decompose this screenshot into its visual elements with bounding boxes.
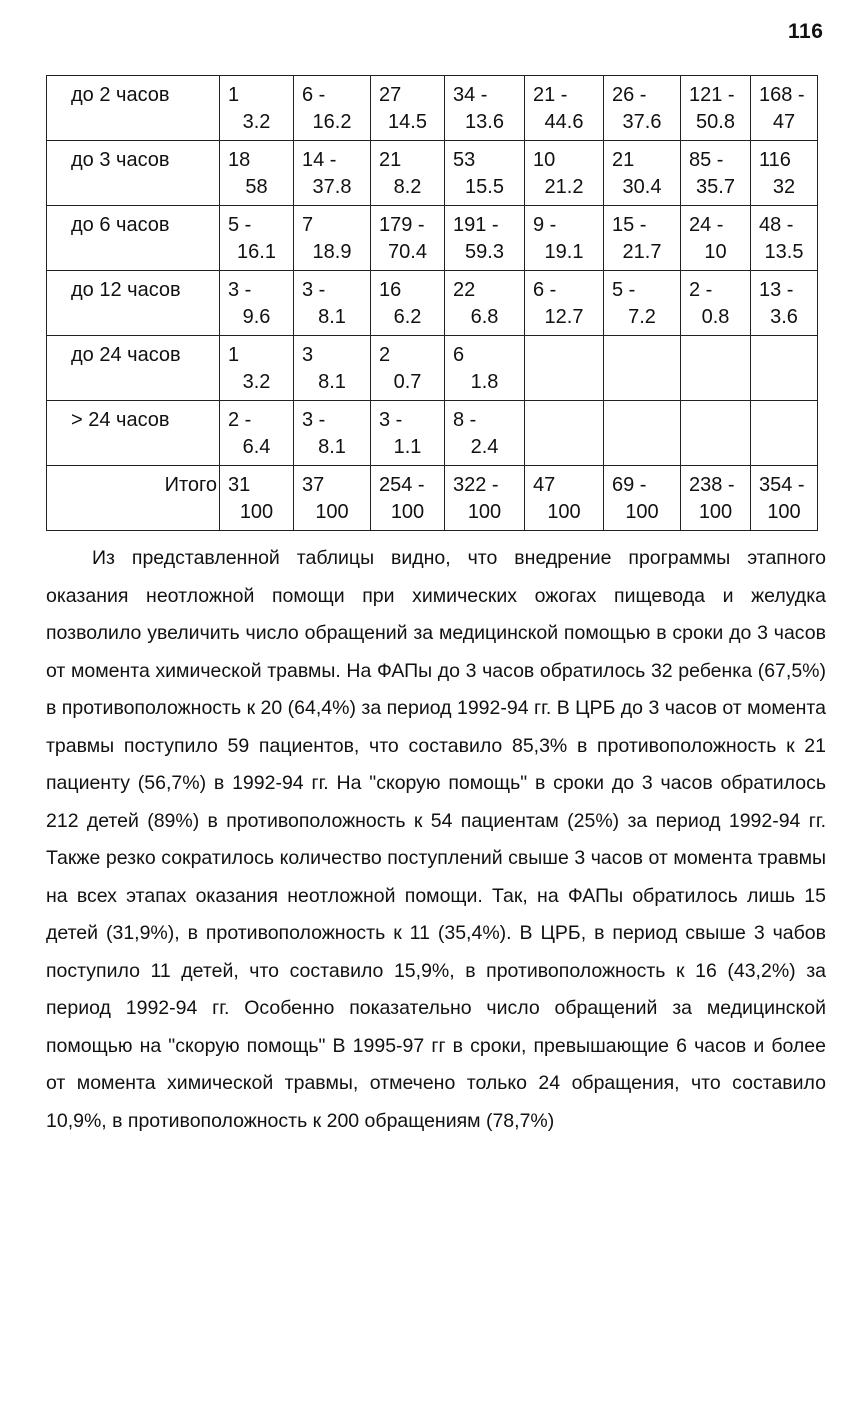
cell-percent: 59.3 bbox=[465, 241, 504, 263]
table-cell bbox=[681, 141, 751, 206]
page-number: 116 bbox=[788, 20, 824, 43]
cell-count: 10 bbox=[533, 149, 556, 171]
cell-percent: 100 bbox=[390, 501, 425, 523]
cell-percent: 10 bbox=[704, 241, 727, 263]
cell-count: 34 - bbox=[453, 84, 488, 106]
cell-count: 191 - bbox=[453, 214, 499, 236]
cell-count: 254 - bbox=[379, 474, 425, 496]
table-cell bbox=[525, 401, 604, 466]
cell-count: 6 bbox=[453, 344, 465, 366]
row-label: до 2 часов bbox=[47, 76, 220, 141]
cell-percent: 13.5 bbox=[764, 241, 804, 263]
cell-percent: 3.6 bbox=[770, 306, 798, 328]
cell-percent: 6.8 bbox=[470, 306, 499, 328]
cell-percent: 8.1 bbox=[318, 306, 346, 328]
cell-percent: 58 bbox=[245, 176, 268, 198]
table-cell bbox=[294, 141, 371, 206]
cell-count: 116 bbox=[759, 149, 791, 171]
cell-count: 179 - bbox=[379, 214, 425, 236]
row-label: до 6 часов bbox=[47, 206, 220, 271]
cell-count: 53 bbox=[453, 149, 476, 171]
table-cell bbox=[525, 141, 604, 206]
cell-count: 3 - bbox=[228, 279, 252, 301]
cell-count: 48 - bbox=[759, 214, 794, 236]
cell-count: 9 - bbox=[533, 214, 557, 236]
cell-count: 322 - bbox=[453, 474, 499, 496]
cell-percent: 44.6 bbox=[544, 111, 584, 133]
cell-percent: 12.7 bbox=[544, 306, 584, 328]
table-cell bbox=[371, 76, 445, 141]
cell-percent: 21.2 bbox=[544, 176, 584, 198]
table-cell bbox=[220, 336, 294, 401]
table-cell bbox=[681, 401, 751, 466]
table-cell bbox=[681, 336, 751, 401]
table-cell bbox=[294, 401, 371, 466]
cell-count: 6 - bbox=[533, 279, 557, 301]
cell-percent: 15.5 bbox=[465, 176, 504, 198]
cell-count: 21 - bbox=[533, 84, 568, 106]
table-cell bbox=[294, 271, 371, 336]
cell-count: 2 bbox=[379, 344, 391, 366]
cell-percent: 32 bbox=[772, 176, 796, 198]
cell-count: 69 - bbox=[612, 474, 647, 496]
table-cell bbox=[445, 206, 525, 271]
cell-percent: 100 bbox=[547, 501, 581, 523]
cell-count: 1 bbox=[228, 344, 240, 366]
table-cell bbox=[751, 466, 818, 531]
table-cell bbox=[445, 466, 525, 531]
table-cell bbox=[294, 466, 371, 531]
table-cell bbox=[604, 76, 681, 141]
table-cell bbox=[681, 271, 751, 336]
table-cell bbox=[751, 271, 818, 336]
cell-count: 3 - bbox=[379, 409, 403, 431]
row-label: > 24 часов bbox=[47, 401, 220, 466]
table-cell bbox=[294, 76, 371, 141]
table-cell bbox=[604, 401, 681, 466]
cell-count: 37 bbox=[302, 474, 325, 496]
cell-count: 31 bbox=[228, 474, 251, 496]
cell-percent: 100 bbox=[698, 501, 733, 523]
cell-count: 22 bbox=[453, 279, 476, 301]
cell-percent: 9.6 bbox=[242, 306, 271, 328]
cell-count: 15 - bbox=[612, 214, 647, 236]
cell-count: 85 - bbox=[689, 149, 724, 171]
cell-percent: 47 bbox=[772, 111, 796, 133]
cell-percent: 19.1 bbox=[544, 241, 584, 263]
cell-percent: 100 bbox=[239, 501, 274, 523]
cell-percent: 37.6 bbox=[622, 111, 662, 133]
cell-percent: 0.8 bbox=[701, 306, 730, 328]
table-total-row bbox=[47, 466, 818, 531]
table-body bbox=[47, 76, 818, 531]
table-cell bbox=[751, 401, 818, 466]
table-cell bbox=[220, 466, 294, 531]
table-cell bbox=[371, 336, 445, 401]
cell-percent: 6.2 bbox=[393, 306, 422, 328]
table-cell bbox=[604, 271, 681, 336]
cell-percent: 8.1 bbox=[318, 371, 346, 393]
cell-count: 16 bbox=[379, 279, 402, 301]
table-cell bbox=[445, 76, 525, 141]
cell-count: 2 - bbox=[228, 409, 252, 431]
cell-count: 121 - bbox=[689, 84, 735, 106]
statistics-table bbox=[46, 75, 818, 531]
cell-count: 5 - bbox=[612, 279, 636, 301]
cell-count: 8 - bbox=[453, 409, 477, 431]
table-cell bbox=[751, 76, 818, 141]
cell-count: 21 bbox=[379, 149, 402, 171]
cell-percent: 100 bbox=[467, 501, 502, 523]
table-cell bbox=[371, 206, 445, 271]
cell-count: 24 - bbox=[689, 214, 724, 236]
table-cell bbox=[294, 336, 371, 401]
table-row bbox=[47, 141, 818, 206]
row-label: до 24 часов bbox=[47, 336, 220, 401]
table-cell bbox=[604, 141, 681, 206]
cell-count: 2 - bbox=[689, 279, 713, 301]
cell-count: 6 - bbox=[302, 84, 326, 106]
cell-percent: 3.2 bbox=[242, 371, 271, 393]
cell-count: 26 - bbox=[612, 84, 647, 106]
cell-percent: 8.1 bbox=[318, 436, 346, 458]
cell-count: 21 bbox=[612, 149, 635, 171]
table-cell bbox=[525, 206, 604, 271]
cell-percent: 1.1 bbox=[393, 436, 422, 458]
table-cell bbox=[604, 336, 681, 401]
cell-percent: 18.9 bbox=[312, 241, 352, 263]
cell-count: 5 - bbox=[228, 214, 252, 236]
table-cell bbox=[525, 271, 604, 336]
table-row bbox=[47, 271, 818, 336]
cell-percent: 70.4 bbox=[388, 241, 427, 263]
cell-percent: 37.8 bbox=[312, 176, 352, 198]
table-cell bbox=[681, 206, 751, 271]
body-paragraph: Из представленной таблицы видно, что внедрение программы этапного оказания неотложной помощи при химических ожогах пищевода и желудка позволило увеличить число обращений за медицинской помощью в сроки до 3 часов от момента химической травмы. На ФАПы до 3 часов обратилось 32 ребенка (67,5%) в противоположность к 20 (64,4%) за период 1992-94 гг. В ЦРБ до 3 часов от момента травмы поступило 59 пациентов, что составило 85,3% в противоположность к 21 пациенту (56,7%) в 1992-94 гг. На "скорую помощь" в сроки до 3 часов обратилось 212 детей (89%) в противоположность к 54 пациентам (25%) за период 1992-94 гг. Также резко сократилось количество поступлений свыше 3 часов от момента травмы на всех этапах оказания неотложной помощи. Так, на ФАПы обратилось лишь 15 детей (31,9%), в противоположность к 11 (35,4%). В ЦРБ, в период свыше 3 чабов поступило 11 детей, что составило 15,9%, в противоположность к 16 (43,2%) за период 1992-94 гг. Особенно показательно число обращений за медицинской помощью на "скорую помощь" В 1995-97 гг в сроки, превышающие 6 часов и более от момента химической травмы, отмечено только 24 обращения, что составило 10,9%, в противоположность к 200 обращениям (78,7%) bbox=[46, 547, 826, 1132]
table-cell bbox=[681, 76, 751, 141]
cell-percent: 100 bbox=[315, 501, 349, 523]
row-label: до 12 часов bbox=[47, 271, 220, 336]
cell-percent: 1.8 bbox=[470, 371, 499, 393]
table-cell bbox=[371, 271, 445, 336]
table-cell bbox=[220, 401, 294, 466]
cell-percent: 3.2 bbox=[242, 111, 271, 133]
table-cell bbox=[525, 76, 604, 141]
table-cell bbox=[751, 206, 818, 271]
table-cell bbox=[371, 401, 445, 466]
table-cell bbox=[445, 401, 525, 466]
cell-percent: 7.2 bbox=[628, 306, 656, 328]
cell-count: 354 - bbox=[759, 474, 805, 496]
cell-percent: 13.6 bbox=[465, 111, 504, 133]
cell-percent: 14.5 bbox=[388, 111, 427, 133]
cell-percent: 100 bbox=[625, 501, 659, 523]
table-row bbox=[47, 336, 818, 401]
table-cell bbox=[751, 336, 818, 401]
cell-percent: 0.7 bbox=[393, 371, 422, 393]
cell-count: 7 bbox=[302, 214, 314, 236]
cell-percent: 100 bbox=[767, 501, 801, 523]
cell-count: 168 - bbox=[759, 84, 805, 106]
table-cell bbox=[681, 466, 751, 531]
cell-count: 14 - bbox=[302, 149, 337, 171]
table-cell bbox=[525, 466, 604, 531]
table-cell bbox=[371, 466, 445, 531]
cell-count: 13 - bbox=[759, 279, 794, 301]
table-cell bbox=[371, 141, 445, 206]
cell-percent: 35.7 bbox=[696, 176, 735, 198]
table-cell bbox=[445, 271, 525, 336]
cell-percent: 2.4 bbox=[470, 436, 499, 458]
table-cell bbox=[604, 206, 681, 271]
cell-count: 3 - bbox=[302, 409, 326, 431]
table-cell bbox=[604, 466, 681, 531]
table-cell bbox=[220, 206, 294, 271]
cell-percent: 8.2 bbox=[393, 176, 422, 198]
cell-percent: 30.4 bbox=[622, 176, 662, 198]
cell-percent: 21.7 bbox=[622, 241, 662, 263]
cell-percent: 6.4 bbox=[242, 436, 271, 458]
table-cell bbox=[445, 141, 525, 206]
cell-count: 47 bbox=[533, 474, 556, 496]
table-cell bbox=[525, 336, 604, 401]
cell-count: 1 bbox=[228, 84, 240, 106]
cell-percent: 50.8 bbox=[696, 111, 735, 133]
cell-count: 27 bbox=[379, 84, 402, 106]
cell-count: 18 bbox=[228, 149, 251, 171]
row-label: Итого bbox=[47, 466, 220, 531]
cell-count: 3 - bbox=[302, 279, 326, 301]
cell-count: 238 - bbox=[689, 474, 735, 496]
table-row bbox=[47, 206, 818, 271]
cell-percent: 16.2 bbox=[312, 111, 352, 133]
cell-count: 3 bbox=[302, 344, 314, 366]
table-row bbox=[47, 401, 818, 466]
cell-percent: 16.1 bbox=[237, 241, 276, 263]
table-cell bbox=[294, 206, 371, 271]
table-cell bbox=[220, 76, 294, 141]
table-cell bbox=[751, 141, 818, 206]
row-label: до 3 часов bbox=[47, 141, 220, 206]
table-cell bbox=[220, 271, 294, 336]
table-cell bbox=[445, 336, 525, 401]
table-cell bbox=[220, 141, 294, 206]
table-row bbox=[47, 76, 818, 141]
